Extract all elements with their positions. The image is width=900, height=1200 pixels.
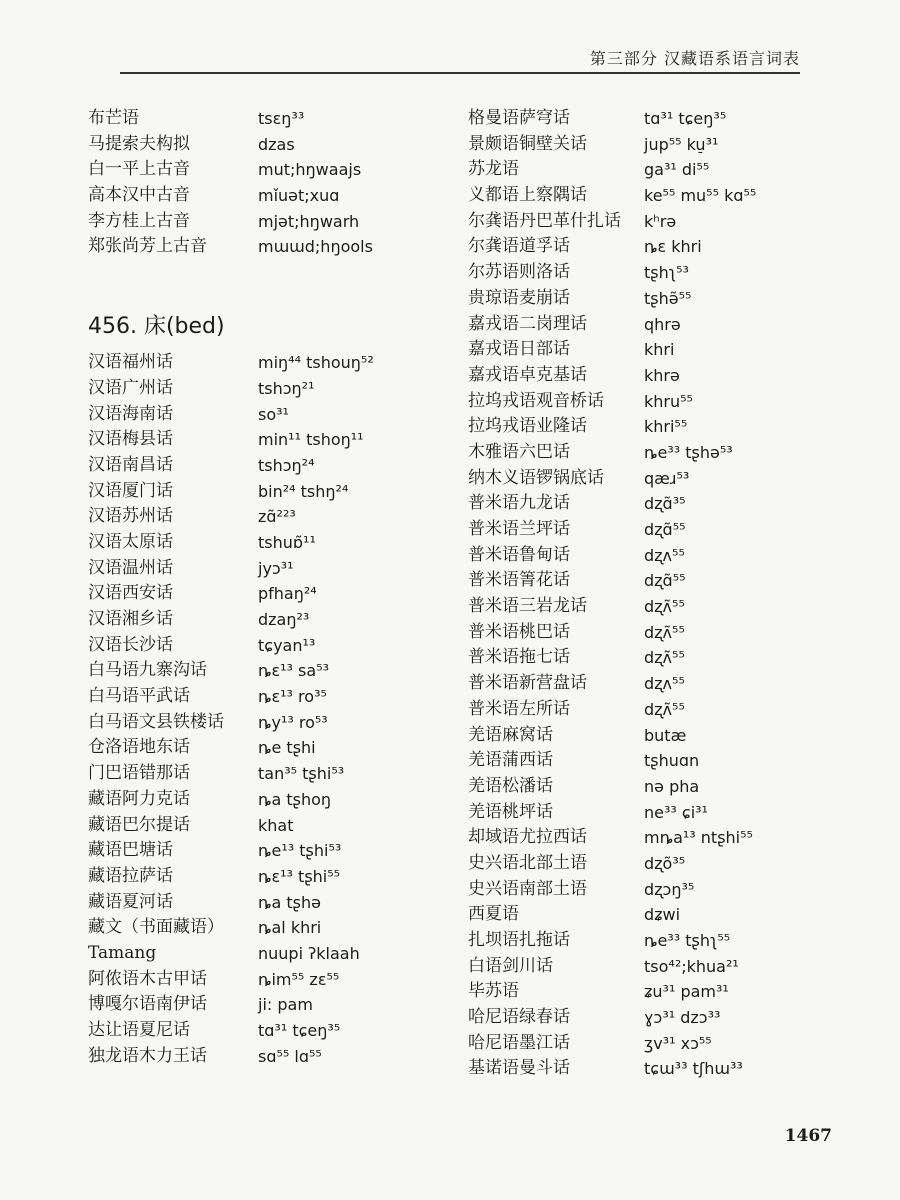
entry-row (88, 813, 478, 839)
language-name: 尔苏语则洛话 (468, 262, 570, 283)
language-name: Tamang (88, 942, 157, 963)
left-main-list (88, 350, 478, 1069)
entry-row (468, 594, 858, 620)
entry-row (468, 337, 858, 363)
language-name: 苏龙语 (468, 159, 519, 180)
entry-row (88, 992, 478, 1018)
word-form: ȵa tʂhə (258, 892, 321, 912)
word-form: qæɹ⁵³ (644, 468, 690, 488)
word-form: ȵim⁵⁵ zɛ⁵⁵ (258, 969, 340, 989)
entry-row (468, 543, 858, 569)
entry-row (88, 838, 478, 864)
language-name: 汉语梅县话 (88, 429, 173, 450)
language-name: 藏语阿力克话 (88, 788, 190, 809)
language-name: 马提索夫构拟 (88, 133, 190, 154)
word-form: butæ (644, 725, 687, 745)
language-name: 白马语文县铁楼话 (88, 711, 224, 732)
entry-row (468, 928, 858, 954)
word-form: ȵal khri (258, 918, 322, 938)
word-form: dʐʌ⁵⁵ (644, 545, 685, 565)
header-rule (120, 72, 800, 74)
language-name: 拉坞戎语观音桥话 (468, 390, 604, 411)
word-form: dzaŋ²³ (258, 610, 310, 629)
word-form: mǐuət;xuɑ (258, 186, 340, 206)
entry-row (468, 800, 858, 826)
language-name: 汉语温州话 (88, 557, 173, 578)
entry-row (88, 1018, 478, 1044)
word-form: tʂhə̃⁵⁵ (644, 288, 692, 308)
page-number: 1467 (784, 1126, 832, 1146)
word-form: dʐʌ⁵⁵ (644, 674, 685, 694)
language-name: 西夏语 (468, 904, 519, 925)
right-column (468, 106, 858, 1082)
word-form: jup⁵⁵ ku̠³¹ (644, 134, 719, 154)
section-title: 456. 床(bed) (88, 314, 225, 340)
entry-row (468, 183, 858, 209)
word-form: nuupi ʔklaah (258, 943, 360, 963)
word-form: khru⁵⁵ (644, 391, 693, 411)
running-header: 第三部分 汉藏语系语言词表 (589, 49, 800, 68)
word-form: tɑ³¹ tɕeŋ³⁵ (644, 109, 727, 128)
entry-row (468, 902, 858, 928)
word-form: ga³¹ di⁵⁵ (644, 160, 710, 180)
language-name: 高本汉中古音 (88, 185, 190, 206)
entry-row (468, 748, 858, 774)
entry-row (468, 440, 858, 466)
language-name: 普米语新营盘话 (468, 673, 587, 694)
language-name: 汉语长沙话 (88, 634, 173, 655)
word-form: bin²⁴ tshŋ²⁴ (258, 481, 349, 501)
word-form: tɕɯ³³ tʃhɯ³³ (644, 1059, 743, 1079)
language-name: 独龙语木力王话 (88, 1045, 207, 1066)
word-form: ȵɛ¹³ sa⁵³ (258, 661, 330, 681)
word-form: ji: pam (258, 995, 313, 1015)
entry-row (468, 697, 858, 723)
word-form: khat (258, 815, 294, 835)
language-name: 白马语九寨沟话 (88, 660, 207, 681)
word-form: mɯɯd;hŋools (258, 237, 373, 257)
entry-row (88, 941, 478, 967)
word-form: zɑ̃²²³ (258, 507, 296, 527)
language-name: 门巴语错那话 (88, 763, 190, 784)
language-name: 嘉戎语二岗理话 (468, 313, 587, 334)
word-form: khri⁵⁵ (644, 417, 688, 437)
entry-row (468, 132, 858, 158)
language-name: 却域语尤拉西话 (468, 827, 587, 848)
language-name: 义都语上察隅话 (468, 185, 587, 206)
entry-row (468, 723, 858, 749)
language-name: 达让语夏尼话 (88, 1020, 190, 1040)
entry-row (468, 389, 858, 415)
language-name: 博嘎尔语南伊话 (88, 994, 207, 1015)
entry-row (468, 1031, 858, 1057)
language-name: 纳木义语锣锅底话 (468, 467, 604, 488)
entry-row (468, 234, 858, 260)
word-form: ne³³ ɕi³¹ (644, 802, 708, 822)
word-form: ȵe¹³ tʂhi⁵³ (258, 841, 342, 861)
language-name: 普米语箐花话 (468, 570, 570, 591)
entry-row (88, 427, 478, 453)
language-name: 扎坝语扎拖话 (468, 930, 570, 950)
language-name: 尔龚语道孚话 (468, 236, 570, 257)
entry-row (468, 979, 858, 1005)
entry-row (468, 620, 858, 646)
word-form: ʑu³¹ pam³¹ (644, 982, 729, 1002)
entry-row (88, 209, 478, 235)
entry-row (468, 363, 858, 389)
entry-row (88, 556, 478, 582)
entry-row (88, 684, 478, 710)
entry-row (88, 132, 478, 158)
language-name: 景颇语铜壁关话 (468, 133, 587, 154)
language-name: 白马语平武话 (88, 686, 190, 707)
language-name: 尔龚语丹巴革什扎话 (468, 210, 621, 231)
entry-row (468, 671, 858, 697)
word-form: tso⁴²;khua²¹ (644, 956, 739, 976)
entry-row (88, 607, 478, 633)
language-name: 藏语夏河话 (88, 891, 173, 912)
word-form: ȵɛ¹³ ro³⁵ (258, 687, 327, 707)
word-form: dʐʌ̃⁵⁵ (644, 622, 685, 642)
word-form: tan³⁵ tʂhi⁵³ (258, 764, 345, 784)
entry-row (88, 479, 478, 505)
entry-row (88, 376, 478, 402)
entry-row (88, 761, 478, 787)
word-form: khri (644, 340, 675, 360)
word-form: tshɔŋ²¹ (258, 378, 315, 398)
language-name: 拉坞戎语业隆话 (468, 416, 587, 437)
language-name: 普米语拖七话 (468, 647, 570, 668)
entry-row (468, 1005, 858, 1031)
entry-row (88, 915, 478, 941)
word-form: ɣɔ³¹ dzɔ³³ (644, 1008, 721, 1028)
entry-row (88, 864, 478, 890)
language-name: 基诺语曼斗话 (468, 1058, 570, 1079)
entry-row (468, 286, 858, 312)
language-name: 史兴语南部土语 (468, 878, 587, 899)
entry-row (88, 581, 478, 607)
entry-row (468, 466, 858, 492)
word-form: tsɛŋ³³ (258, 109, 305, 128)
language-name: 羌语桃坪话 (468, 801, 553, 822)
entry-row (88, 787, 478, 813)
entry-row (468, 877, 858, 903)
language-name: 汉语太原话 (88, 531, 173, 552)
language-name: 白语剑川话 (468, 955, 553, 976)
entry-row (88, 710, 478, 736)
entry-row (88, 106, 478, 132)
entry-row (88, 183, 478, 209)
language-name: 哈尼语绿春话 (468, 1007, 570, 1028)
entry-row (468, 157, 858, 183)
language-name: 汉语西安话 (88, 583, 173, 604)
language-name: 普米语鲁甸话 (468, 544, 570, 565)
language-name: 汉语厦门话 (88, 480, 173, 501)
language-name: 嘉戎语日部话 (468, 339, 570, 360)
entry-row (468, 414, 858, 440)
entry-row (468, 491, 858, 517)
word-form: dʐõ³⁵ (644, 853, 686, 873)
entry-row (468, 517, 858, 543)
word-form: ȵe³³ tʂhə⁵³ (644, 442, 733, 462)
language-name: 贵琼语麦崩话 (468, 287, 570, 308)
entry-row (88, 890, 478, 916)
language-name: 郑张尚芳上古音 (88, 236, 207, 257)
word-form: jyɔ³¹ (258, 558, 294, 578)
language-name: 藏语拉萨话 (88, 865, 173, 886)
word-form: tʂhʅ⁵³ (644, 263, 689, 283)
language-name: 藏语巴尔提话 (88, 814, 190, 835)
word-form: dʐʌ̃⁵⁵ (644, 699, 685, 719)
entry-row (468, 568, 858, 594)
word-form: tshɔŋ²⁴ (258, 455, 315, 475)
word-form: min¹¹ tshoŋ¹¹ (258, 430, 364, 450)
word-form: mjət;hŋwarh (258, 211, 360, 231)
word-form: ȵɛ¹³ tʂhi⁵⁵ (258, 866, 341, 886)
left-column (88, 106, 478, 1069)
word-form: dʐɑ̃⁵⁵ (644, 520, 686, 539)
word-form: kʰrə (644, 211, 677, 231)
entry-row (88, 735, 478, 761)
word-form: khrə (644, 365, 680, 385)
word-form: tshuɒ̃¹¹ (258, 532, 316, 552)
language-name: 普米语左所话 (468, 698, 570, 719)
language-name: 藏文（书面藏语） (88, 917, 224, 938)
word-form: mut;hŋwaajs (258, 160, 362, 180)
language-name: 普米语三岩龙话 (468, 596, 587, 617)
entry-row (88, 530, 478, 556)
word-form: tʂhuɑn (644, 751, 700, 771)
language-name: 木雅语六巴话 (468, 441, 570, 462)
entry-row (468, 260, 858, 286)
entry-row (468, 825, 858, 851)
language-name: 汉语福州话 (88, 352, 173, 373)
language-name: 羌语松潘话 (468, 775, 553, 796)
word-form: ȵe³³ tʂhʅ⁵⁵ (644, 931, 731, 950)
word-form: qhrə (644, 314, 681, 334)
language-name: 布芒语 (88, 108, 139, 128)
language-name: 普米语桃巴话 (468, 621, 570, 642)
word-form: ȵɛ khri (644, 237, 702, 257)
word-form: ʒv³¹ xɔ⁵⁵ (644, 1033, 712, 1053)
language-name: 格曼语萨穹话 (468, 108, 570, 128)
entry-row (468, 954, 858, 980)
entry-row (468, 774, 858, 800)
entry-row (88, 157, 478, 183)
entry-row (88, 504, 478, 530)
entry-row (468, 106, 858, 132)
language-name: 汉语苏州话 (88, 506, 173, 527)
word-form: ȵy¹³ ro⁵³ (258, 712, 328, 732)
language-name: 毕苏语 (468, 981, 519, 1002)
word-form: dʐʌ̃⁵⁵ (644, 648, 685, 668)
entry-row (468, 1056, 858, 1082)
word-form: ȵe tʂhi (258, 738, 316, 758)
word-form: sɑ⁵⁵ lɑ⁵⁵ (258, 1046, 322, 1066)
word-form: ȵa tʂhoŋ (258, 789, 332, 809)
entry-row (468, 645, 858, 671)
entry-row (88, 967, 478, 993)
word-form: mȵa¹³ ntʂhi⁵⁵ (644, 828, 753, 848)
entry-row (88, 633, 478, 659)
language-name: 白一平上古音 (88, 159, 190, 180)
word-form: nə pha (644, 776, 700, 796)
entry-row (88, 234, 478, 260)
word-form: dʐʌ̃⁵⁵ (644, 597, 685, 617)
word-form: pfhaŋ²⁴ (258, 584, 317, 604)
language-name: 阿侬语木古甲话 (88, 968, 207, 989)
entry-row (468, 851, 858, 877)
entry-row (88, 453, 478, 479)
entry-row (468, 209, 858, 235)
entry-row (88, 658, 478, 684)
language-name: 汉语南昌话 (88, 454, 173, 475)
word-form: dʑwi (644, 905, 681, 925)
language-name: 汉语湘乡话 (88, 609, 173, 629)
word-form: miŋ⁴⁴ tshouŋ⁵² (258, 353, 374, 373)
word-form: dʐɔŋ³⁵ (644, 879, 695, 899)
entry-row (468, 312, 858, 338)
language-name: 藏语巴塘话 (88, 840, 173, 861)
language-name: 嘉戎语卓克基话 (468, 364, 587, 385)
word-form: dʐɑ̃⁵⁵ (644, 571, 686, 591)
word-form: tɕyan¹³ (258, 635, 316, 655)
word-form: so³¹ (258, 404, 289, 424)
left-top-list (88, 106, 478, 260)
language-name: 李方桂上古音 (88, 210, 190, 231)
language-name: 汉语海南话 (88, 403, 173, 424)
language-name: 羌语蒲西话 (468, 750, 553, 771)
language-name: 史兴语北部土语 (468, 852, 587, 873)
page-header (0, 0, 900, 80)
language-name: 汉语广州话 (88, 377, 173, 398)
right-list (468, 106, 858, 1082)
entry-row (88, 350, 478, 376)
word-form: dʐɑ̃³⁵ (644, 494, 686, 514)
entry-row (88, 402, 478, 428)
word-form: dzas (258, 134, 295, 154)
word-form: ke⁵⁵ mu⁵⁵ kɑ⁵⁵ (644, 186, 757, 206)
word-form: tɑ³¹ tɕeŋ³⁵ (258, 1021, 341, 1040)
language-name: 仓洛语地东话 (88, 737, 190, 758)
language-name: 普米语九龙话 (468, 493, 570, 514)
language-name: 普米语兰坪话 (468, 519, 570, 539)
entry-row (88, 1044, 478, 1070)
language-name: 羌语麻窝话 (468, 724, 553, 745)
language-name: 哈尼语墨江话 (468, 1032, 570, 1053)
